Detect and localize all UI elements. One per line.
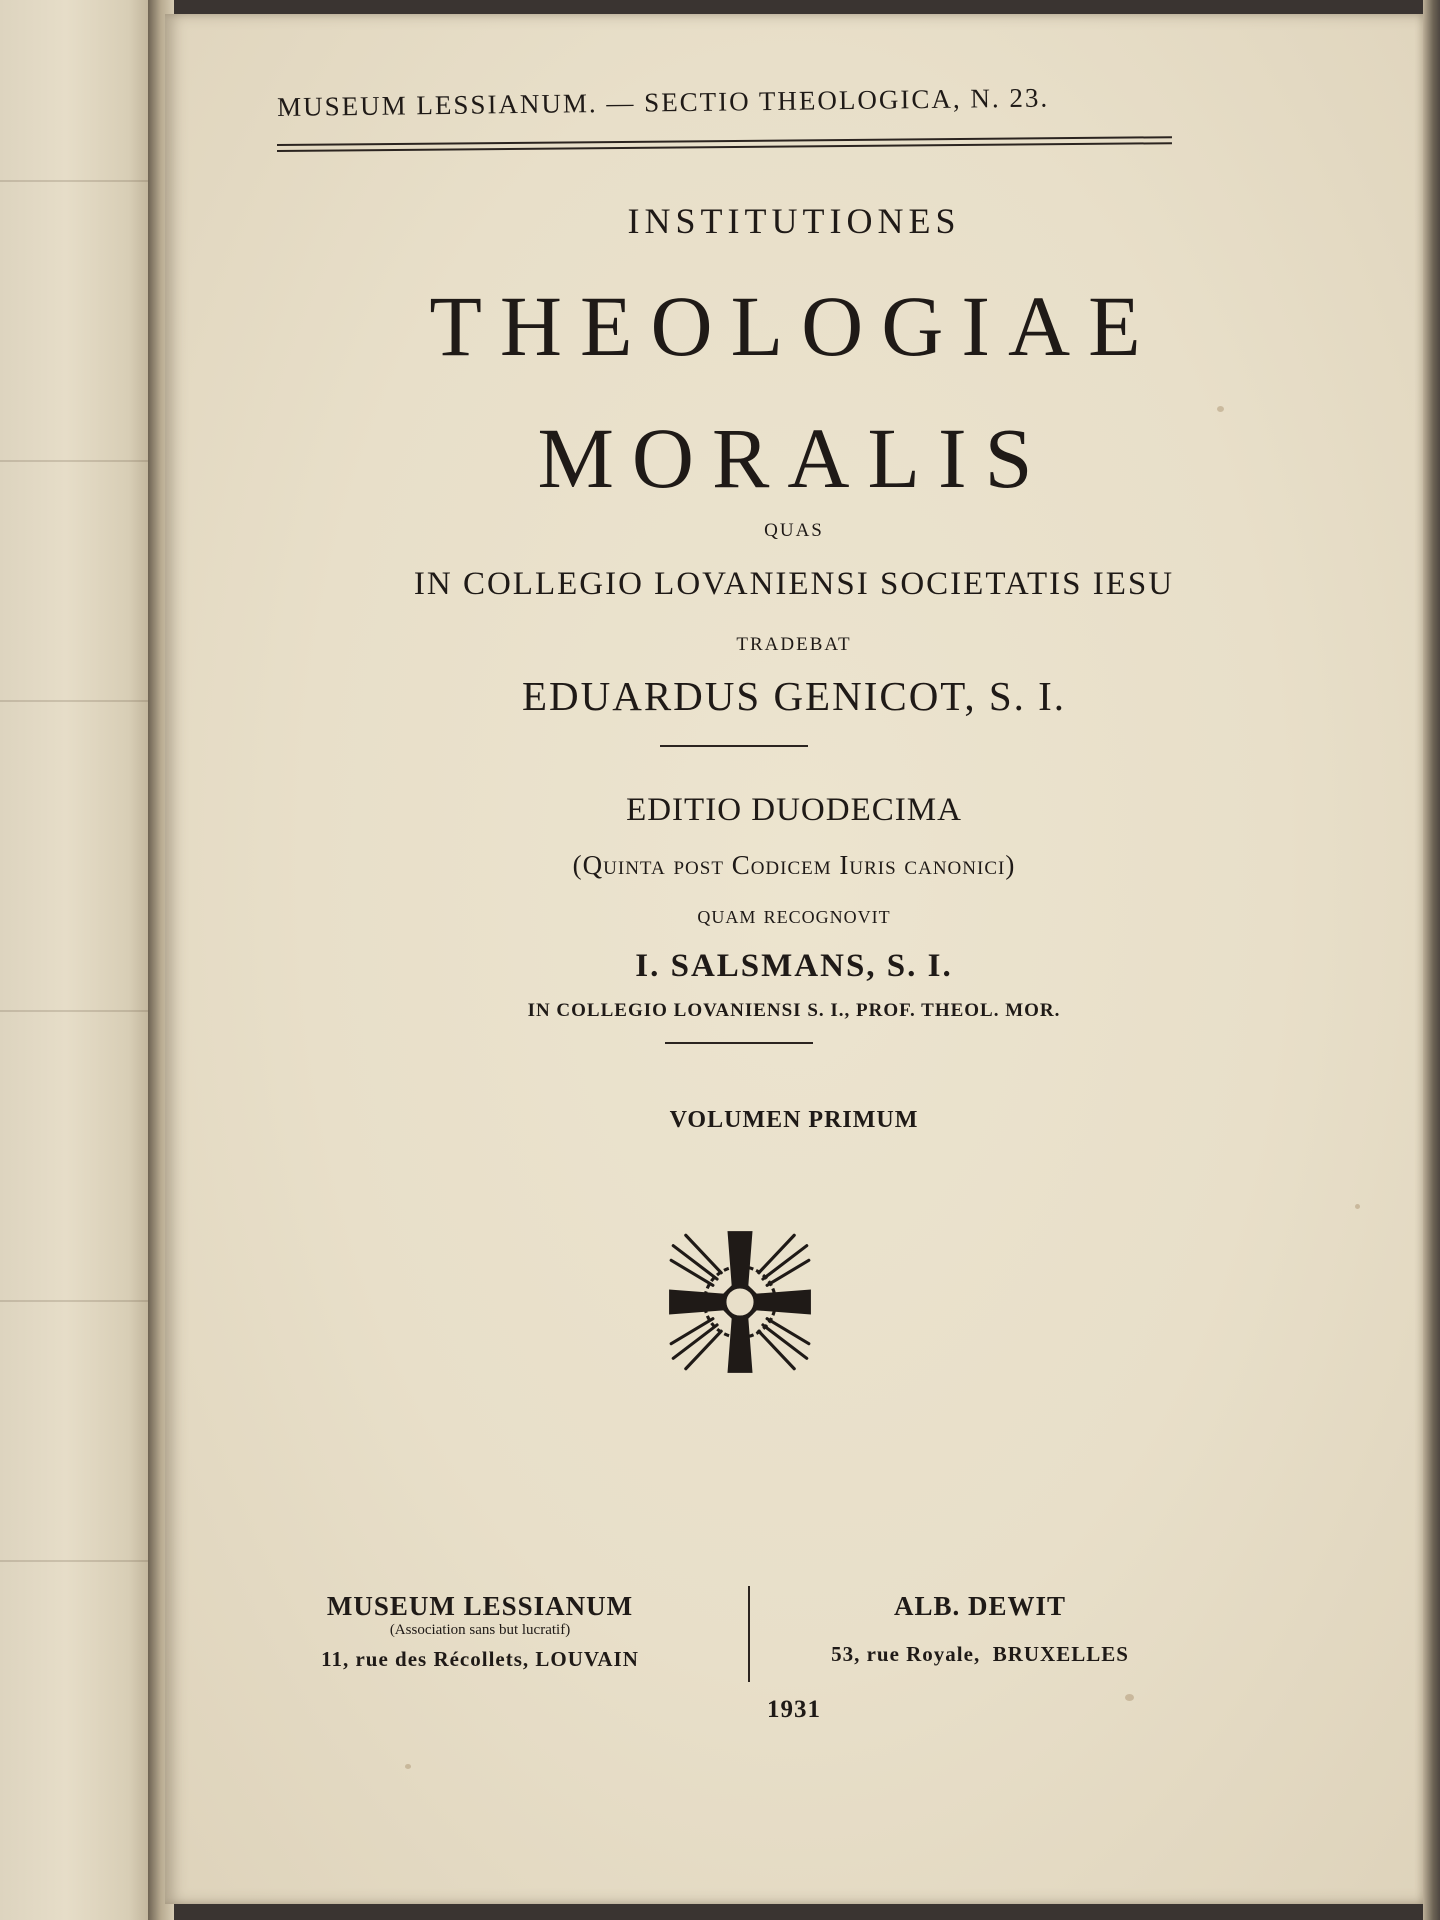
page-crease <box>0 180 165 182</box>
college-line: IN COLLEGIO LOVANIENSI SOCIETATIS IESU <box>413 566 1175 602</box>
publisher-left-name: MUSEUM LESSIANUM <box>326 1591 634 1621</box>
cross-sunburst-icon <box>667 1229 813 1375</box>
page-crease <box>0 1300 165 1302</box>
divider-rule <box>660 745 808 747</box>
foxing-spot <box>405 1764 411 1769</box>
volume-label: VOLUMEN PRIMUM <box>669 1107 919 1133</box>
foxing-spot <box>1217 406 1224 412</box>
edition-label: EDITIO DUODECIMA <box>626 792 962 828</box>
connector-quas: QUAS <box>764 520 824 541</box>
adjacent-page <box>0 0 165 1920</box>
book-edge <box>1423 0 1440 1920</box>
series-line: MUSEUM LESSIANUM. — SECTIO THEOLOGICA, N. 23. <box>277 82 1050 122</box>
reviser-name: I. SALSMANS, S. I. <box>635 948 953 984</box>
foxing-spot <box>1125 1694 1134 1701</box>
title-page <box>165 14 1423 1904</box>
publisher-right-name: ALB. DEWIT <box>893 1591 1067 1621</box>
publisher-left <box>245 1591 715 1672</box>
title-institutiones: INSTITUTIONES <box>627 201 961 241</box>
page-crease <box>0 1560 165 1562</box>
publisher-left-note: (Association sans but lucratif) <box>389 1622 571 1638</box>
divider-rule-2 <box>665 1042 813 1044</box>
publisher-left-address: 11, rue des Récollets, LOUVAIN <box>321 1647 639 1671</box>
page-crease <box>0 460 165 462</box>
publisher-divider <box>748 1586 750 1682</box>
publisher-right <box>760 1591 1200 1667</box>
reviewed-label: quam recognovit <box>697 902 891 929</box>
publisher-right-address: 53, rue Royale, BRUXELLES <box>831 1642 1129 1666</box>
foxing-spot <box>1355 1204 1360 1209</box>
page-crease <box>0 1010 165 1012</box>
page-crease <box>0 700 165 702</box>
reviser-title: IN COLLEGIO LOVANIENSI S. I., PROF. THEOL. MOR. <box>527 1000 1061 1021</box>
author-name: EDUARDUS GENICOT, S. I. <box>521 673 1067 719</box>
edition-note: (Quinta post Codicem Iuris canonici) <box>572 850 1016 880</box>
title-moralis: MORALIS <box>537 410 1051 506</box>
connector-tradebat: TRADEBAT <box>736 634 852 655</box>
title-theologiae: THEOLOGIAE <box>429 278 1159 374</box>
publication-year: 1931 <box>767 1696 821 1723</box>
